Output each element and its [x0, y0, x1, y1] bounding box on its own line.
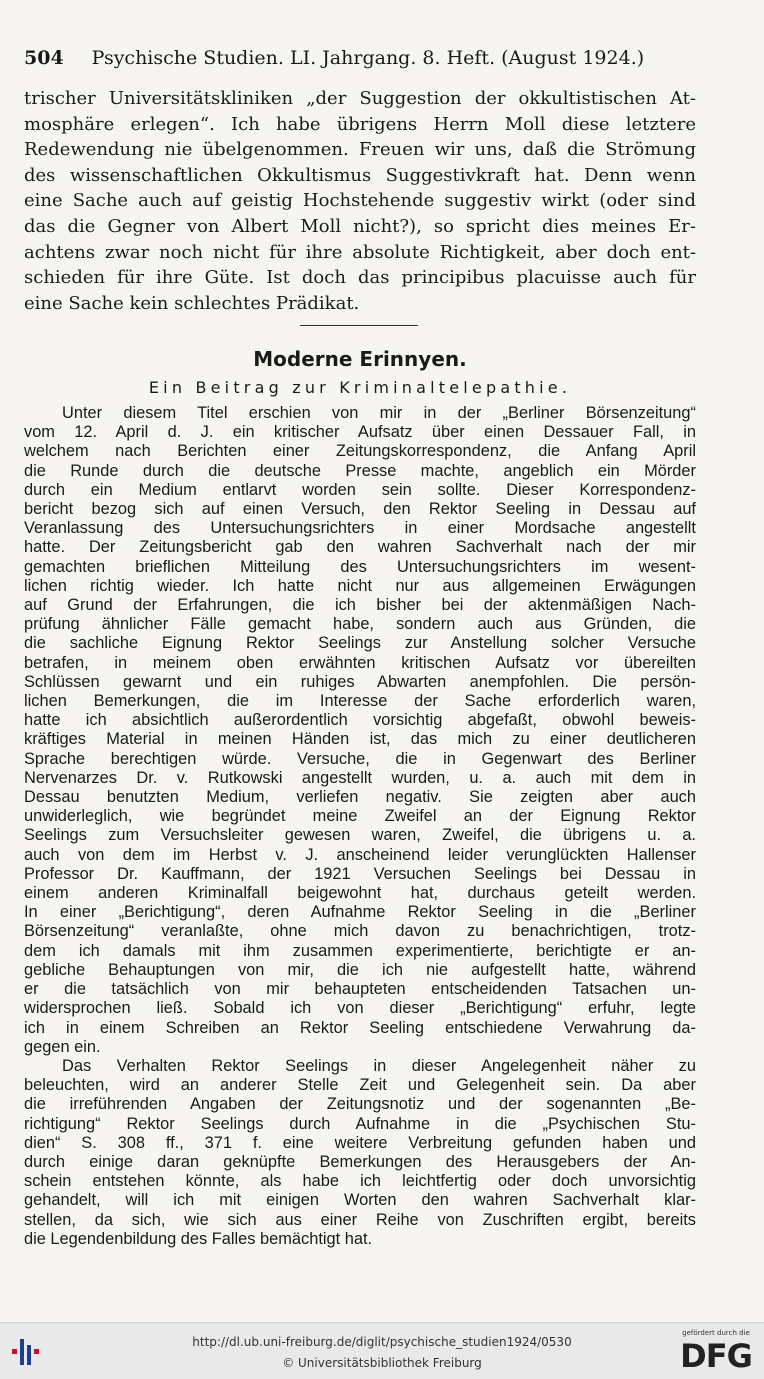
text-line: vom 12. April d. J. ein kritischer Aufsatz über einen Dessauer Fall, in	[24, 423, 696, 442]
text-line: dem ich damals mit ihm zusammen experimentierte, berichtigte er an-	[24, 941, 696, 960]
text-line: lichen richtig wieder. Ich hatte nicht nur aus allgemeinen Erwägungen	[24, 576, 696, 595]
text-line: eine Sache auch auf geistig Hochstehende suggestiv wirkt (oder sind	[24, 190, 696, 212]
text-line: die sachliche Eignung Rektor Seelings zur Anstellung solcher Versuche	[24, 634, 696, 653]
text-line: schein entstehen könnte, als habe ich leichtfertig oder doch unvorsichtig	[24, 1172, 696, 1191]
text-line: ich in einem Schreiben an Rektor Seeling entschiedene Verwahrung da-	[24, 1018, 696, 1037]
text-line: beleuchten, wird an anderer Stelle Zeit und Gelegenheit sein. Da aber	[24, 1076, 696, 1095]
text-line: Das Verhalten Rektor Seelings in dieser Angelegenheit näher zu	[62, 1056, 696, 1075]
running-header	[24, 43, 740, 73]
text-line: betrafen, in meinem oben erwähnten kritischen Aufsatz vor übereilten	[24, 653, 696, 672]
text-line: trischer Universitätskliniken „der Suggestion der okkultistischen At-	[24, 88, 696, 109]
copyright-notice: © Universitätsbibliothek Freiburg	[282, 1356, 482, 1370]
text-line: eine Sache kein schlechtes Prädikat.	[24, 292, 360, 314]
text-line: Unter diesem Titel erschien von mir in der „Berliner Börsenzeitung“	[62, 404, 696, 422]
text-line: kräftiges Material in meinen Händen ist, das mich zu einer deutlicheren	[24, 730, 696, 749]
article-body	[24, 404, 696, 1249]
text-line: richtigung“ Rektor Seelings durch Aufnahme in die „Psychischen Stu-	[24, 1114, 696, 1133]
section-divider	[300, 325, 418, 326]
dfg-logo-text: DFG	[680, 1337, 752, 1375]
text-line: Dessau benutzten Medium, verliefen negativ. Sie zeigten aber auch	[24, 788, 696, 807]
paragraph-continued	[24, 86, 696, 316]
text-line: das die Gegner von Albert Moll nicht?), so spricht dies meines Er-	[24, 215, 696, 237]
permalink-url[interactable]: http://dl.ub.uni-freiburg.de/diglit/psychische_studien1924/0530	[192, 1335, 572, 1349]
funding-note: gefördert durch die	[682, 1329, 750, 1337]
text-line: Veranlassung des Untersuchungsrichters in einer Mordsache angestellt	[24, 519, 696, 538]
text-line: stellen, da sich, wie sich aus einer Reihe von Zuschriften ergibt, bereits	[24, 1210, 696, 1229]
dfg-logo-icon	[674, 1329, 758, 1375]
text-line: auch von dem im Herbst v. J. anscheinend leider verunglückten Hallenser	[24, 845, 696, 864]
text-line: lichen Bemerkungen, die im Interesse der Sache erforderlich waren,	[24, 692, 696, 711]
text-line: gemachten brieflichen Mitteilung des Untersuchungsrichters im wesent-	[24, 557, 696, 576]
text-line: Seelings zum Versuchsleiter gewesen waren, Zweifel, die übrigens u. a.	[24, 826, 696, 845]
text-line: des wissenschaftlichen Okkultismus Suggestivkraft hat. Denn wenn	[24, 164, 696, 186]
article-subtitle: Ein Beitrag zur Kriminaltelepathie.	[148, 378, 572, 397]
text-line: Professor Dr. Kauffmann, der 1921 Versuchen Seelings bei Dessau in	[24, 864, 696, 883]
text-line: Redewendung nie übelgenommen. Freuen wir uns, daß die Strömung	[24, 139, 696, 161]
text-line: In einer „Berichtigung“, deren Aufnahme Rektor Seeling in die „Berliner	[24, 903, 696, 922]
text-line: unwiderleglich, wie begründet meine Zweifel an der Eignung Rektor	[24, 807, 696, 826]
text-line: mosphäre erlegen“. Ich habe übrigens Herrn Moll diese letztere	[24, 113, 696, 135]
text-line: hatte. Der Zeitungsbericht gab den wahren Sachverhalt nach der mir	[24, 538, 696, 557]
text-line: bericht bezog sich auf einen Versuch, den Rektor Seeling in Dessau auf	[24, 500, 696, 519]
text-line: gehandelt, will ich mit einigen Worten den wahren Sachverhalt klar-	[24, 1191, 696, 1210]
text-line: auf Grund der Erfahrungen, die ich bisher bei der aktenmäßigen Nach-	[24, 596, 696, 615]
text-line: Schlüssen gewarnt und ein ruhiges Abwarten anempfohlen. Die persön-	[24, 672, 696, 691]
text-line: widersprochen ließ. Sobald ich von dieser „Berichtigung“ erfuhr, legte	[24, 999, 696, 1018]
text-line: einem anderen Kriminalfall beigewohnt hat, durchaus geteilt werden.	[24, 884, 696, 903]
text-line: durch einige daran geknüpfte Bemerkungen des Herausgebers der An-	[24, 1152, 696, 1171]
text-line: die Runde durch die deutsche Presse machte, angeblich ein Mörder	[24, 461, 696, 480]
text-line: die Legendenbildung des Falles bemächtigt hat.	[24, 1229, 373, 1248]
text-line: schieden für ihre Güte. Ist doch das principibus placuisse auch für	[24, 267, 696, 289]
text-line: gegen ein.	[24, 1037, 101, 1056]
viewer-footer	[0, 1322, 764, 1379]
text-line: welchem nach Berichten einer Zeitungskorrespondenz, die Anfang April	[24, 442, 696, 461]
text-line: gebliche Behauptungen von mir, die ich nie aufgestellt hatte, während	[24, 960, 696, 979]
text-line: hatte ich absichtlich außerordentlich vorsichtig abgefaßt, obwohl beweis-	[24, 711, 696, 730]
text-line: er die tatsächlich von mir behaupteten entscheidenden Tatsachen un-	[24, 980, 696, 999]
text-line: die irreführenden Angaben der Zeitungsnotiz und der sogenannten „Be-	[24, 1095, 696, 1114]
article-title: Moderne Erinnyen.	[253, 347, 467, 371]
text-line: Börsenzeitung“ veranlaßte, ohne mich davon zu benachrichtigen, trotz-	[24, 922, 696, 941]
text-line: durch ein Medium entlarvt worden sein sollte. Dieser Korrespondenz-	[24, 480, 696, 499]
text-line: achtens zwar noch nicht für ihre absolute Richtigkeit, aber doch ent-	[24, 241, 696, 263]
page-number: 504	[24, 47, 64, 69]
running-title: Psychische Studien. LI. Jahrgang. 8. Heft. (August 1924.)	[91, 47, 645, 69]
text-line: Nervenarzes Dr. v. Rutkowski angestellt wurden, u. a. auch mit dem in	[24, 768, 696, 787]
text-line: dien“ S. 308 ff., 371 f. eine weitere Verbreitung gefunden haben und	[24, 1133, 696, 1152]
text-line: prüfung ähnlicher Fälle gemacht habe, sondern auch aus Gründen, die	[24, 615, 696, 634]
text-line: Sprache berechtigen würde. Versuche, die in Gegenwart des Berliner	[24, 749, 696, 768]
